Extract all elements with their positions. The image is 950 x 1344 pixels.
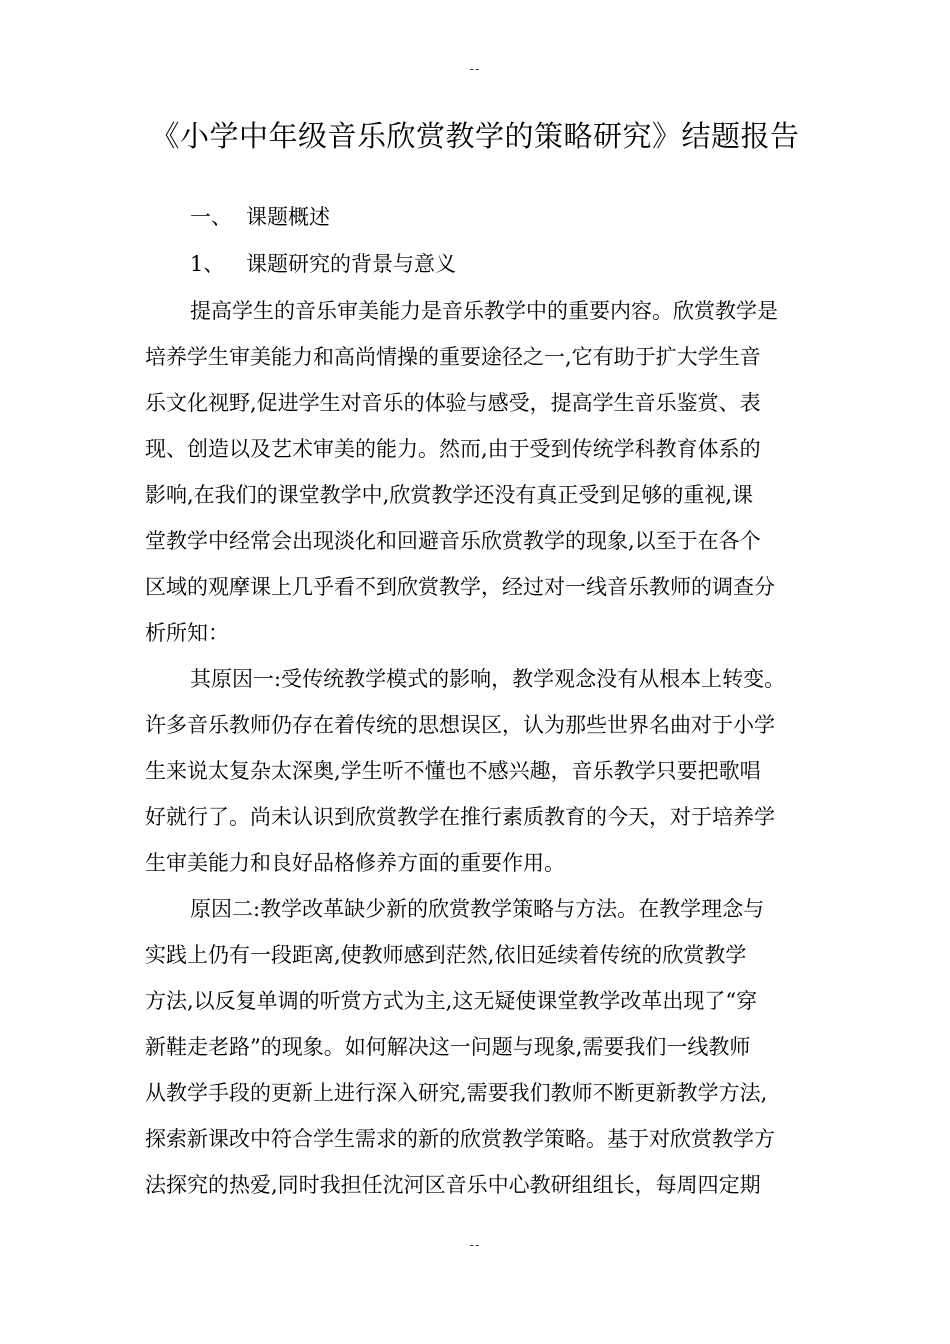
text-line: 许多音乐教师仍存在着传统的思想误区，认为那些世界名曲对于小学 bbox=[145, 713, 775, 737]
text-line: 实践上仍有一段距离,使教师感到茫然,依旧延续着传统的欣赏教学 bbox=[145, 943, 747, 967]
text-line: 生审美能力和良好品格修养方面的重要作用。 bbox=[145, 851, 565, 875]
text-line: 生来说太复杂太深奥,学生听不懂也不感兴趣，音乐教学只要把歌唱 bbox=[145, 759, 761, 783]
text-line: 堂教学中经常会出现淡化和回避音乐欣赏教学的现象,以至于在各个 bbox=[145, 529, 761, 553]
text-line: 好就行了。尚未认识到欣赏教学在推行素质教育的今天，对于培养学 bbox=[145, 805, 775, 829]
subsection-heading bbox=[190, 248, 456, 278]
section-number: 一、 bbox=[190, 205, 232, 229]
text-line: 方法,以反复单调的听赏方式为主,这无疑使课堂教学改革出现了“穿 bbox=[145, 989, 758, 1013]
text-line: 其原因一:受传统教学模式的影响，教学观念没有从根本上转变。 bbox=[190, 667, 786, 691]
body-text bbox=[145, 288, 810, 1208]
subsection-number: 1、 bbox=[190, 252, 225, 276]
page-bottom-marker: -- bbox=[469, 1238, 481, 1253]
subsection-title: 课题研究的背景与意义 bbox=[246, 252, 456, 276]
text-line: 从教学手段的更新上进行深入研究,需要我们教师不断更新教学方法, bbox=[145, 1081, 768, 1105]
text-line: 提高学生的音乐审美能力是音乐教学中的重要内容。欣赏教学是 bbox=[190, 299, 778, 323]
text-line: 现、创造以及艺术审美的能力。然而,由于受到传统学科教育体系的 bbox=[145, 437, 761, 461]
text-line: 法探究的热爱,同时我担任沈河区音乐中心教研组组长，每周四定期 bbox=[145, 1173, 761, 1197]
text-line: 培养学生审美能力和高尚情操的重要途径之一,它有助于扩大学生音 bbox=[145, 345, 761, 369]
text-line: 原因二:教学改革缺少新的欣赏教学策略与方法。在教学理念与 bbox=[190, 897, 765, 921]
text-line: 新鞋走老路”的现象。如何解决这一问题与现象,需要我们一线教师 bbox=[145, 1035, 751, 1059]
text-line: 乐文化视野,促进学生对音乐的体验与感受，提高学生音乐鉴赏、表 bbox=[145, 391, 761, 415]
page-top-marker: -- bbox=[469, 62, 481, 77]
section-title: 课题概述 bbox=[246, 205, 330, 229]
section-heading bbox=[190, 201, 330, 231]
text-line: 析所知： bbox=[145, 621, 229, 645]
text-line: 影响,在我们的课堂教学中,欣赏教学还没有真正受到足够的重视,课 bbox=[145, 483, 754, 507]
document-title: 《小学中年级音乐欣赏教学的策略研究》结题报告 bbox=[150, 119, 800, 153]
text-line: 探索新课改中符合学生需求的新的欣赏教学策略。基于对欣赏教学方 bbox=[145, 1127, 775, 1151]
text-line: 区域的观摩课上几乎看不到欣赏教学，经过对一线音乐教师的调查分 bbox=[145, 575, 775, 599]
